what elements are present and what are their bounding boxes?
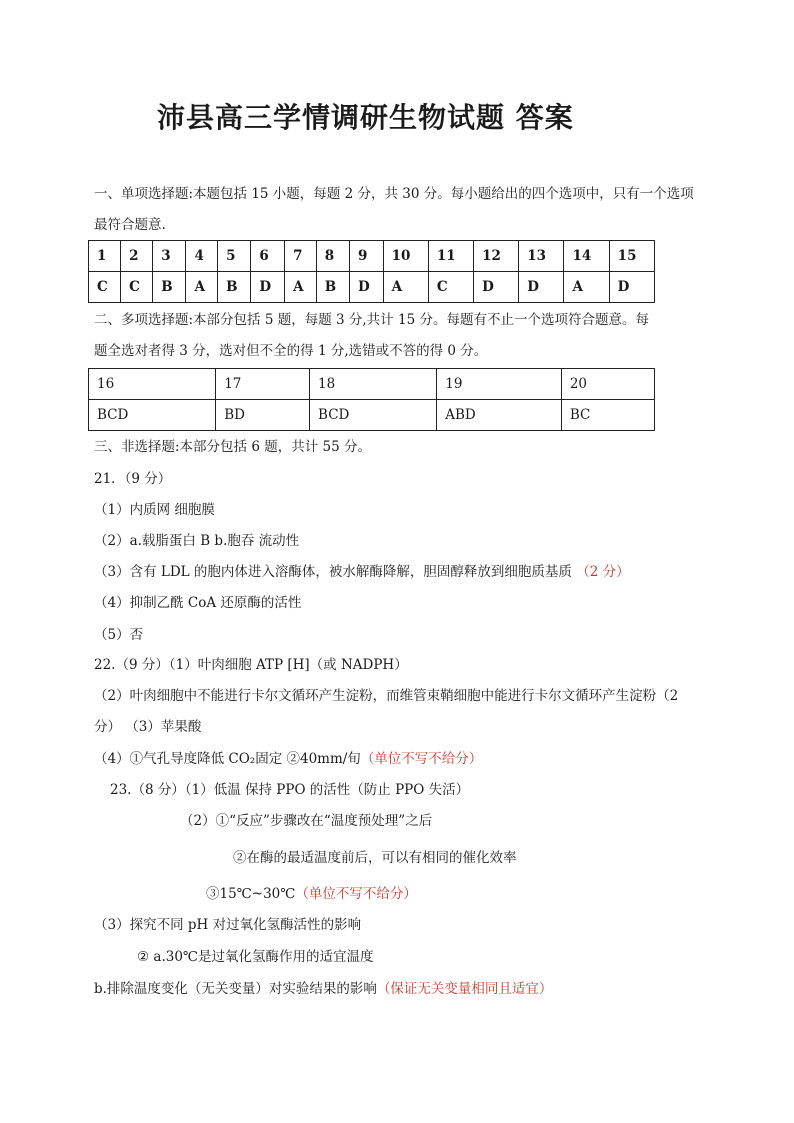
- answer-cell: C: [89, 272, 121, 303]
- question-number-row: [89, 369, 655, 400]
- q21-answer-3-text: （3）含有 LDL 的胞内体进入溶酶体，被水解酶降解，胆固醇释放到细胞质基质: [94, 564, 577, 580]
- q23-answer-3-3: [94, 980, 552, 998]
- q23-answer-3-3-text: b.排除温度变化（无关变量）对实验结果的影响: [94, 981, 377, 997]
- question-number-cell: 7: [285, 241, 317, 272]
- question-number-cell: 12: [474, 241, 519, 272]
- q23-answer-2-1: （2）①“反应”步骤改在“温度预处理”之后: [180, 813, 433, 829]
- section-2-instructions-line-1: 二、多项选择题:本部分包括 5 题，每题 3 分,共计 15 分。每题有不止一个选项符合题意。每: [94, 312, 649, 328]
- q21-answer-1: （1）内质网 细胞膜: [94, 502, 215, 518]
- answer-cell: D: [609, 272, 654, 303]
- answer-cell: D: [251, 272, 285, 303]
- section-3-instructions: 三、非选择题:本部分包括 6 题，共计 55 分。: [94, 439, 371, 455]
- question-number-cell: 17: [216, 369, 310, 400]
- section-1-instructions-line-1: 一、单项选择题:本题包括 15 小题，每题 2 分，共 30 分。每小题给出的四个选项中，只有一个选项: [94, 186, 694, 202]
- answer-cell: B: [316, 272, 349, 303]
- q22-answer-4-text: （4）①气孔导度降低 CO₂固定 ②40mm/旬: [94, 751, 361, 767]
- q23-answer-3-3-note: （保证无关变量相同且适宜）: [376, 981, 553, 997]
- answer-cell: D: [349, 272, 383, 303]
- answer-row: [89, 272, 655, 303]
- question-number-cell: 5: [218, 241, 251, 272]
- q21-answer-2: （2）a.载脂蛋白 B b.胞吞 流动性: [94, 533, 300, 549]
- q23-answer-2-3-text: ③15℃~30℃: [206, 886, 296, 902]
- q22-answer-2-line-2: 分） （3）苹果酸: [94, 719, 202, 735]
- answer-cell: A: [383, 272, 428, 303]
- answer-cell: B: [218, 272, 251, 303]
- answer-cell: A: [186, 272, 218, 303]
- q23-heading: 23.（8 分）（1）低温 保持 PPO 的活性（防止 PPO 失活）: [110, 782, 470, 798]
- question-number-cell: 11: [428, 241, 473, 272]
- q21-answer-3-points: （2 分）: [576, 564, 630, 580]
- question-number-cell: 1: [89, 241, 121, 272]
- q22-answer-4: [94, 750, 482, 768]
- question-number-cell: 16: [89, 369, 216, 400]
- answer-cell: C: [428, 272, 473, 303]
- question-number-row: [89, 241, 655, 272]
- section-1-instructions-line-2: 最符合题意.: [94, 217, 166, 233]
- q23-answer-2-3: [206, 885, 417, 903]
- answer-cell: B: [153, 272, 186, 303]
- answer-cell: BD: [216, 400, 310, 431]
- section-2-instructions-line-2: 题全选对者得 3 分，选对但不全的得 1 分,选错或不答的得 0 分。: [94, 343, 488, 359]
- q22-heading: 22.（9 分）（1）叶肉细胞 ATP [H]（或 NADPH）: [94, 657, 408, 673]
- page-title: 沛县高三学情调研生物试题 答案: [157, 101, 574, 134]
- single-choice-answer-table: [88, 240, 655, 303]
- answer-cell: A: [564, 272, 609, 303]
- answer-row: [89, 400, 655, 431]
- question-number-cell: 4: [186, 241, 218, 272]
- question-number-cell: 15: [609, 241, 654, 272]
- q23-answer-3-2: ② a.30℃是过氧化氢酶作用的适宜温度: [137, 949, 374, 965]
- question-number-cell: 13: [519, 241, 564, 272]
- question-number-cell: 10: [383, 241, 428, 272]
- question-number-cell: 8: [316, 241, 349, 272]
- question-number-cell: 18: [310, 369, 437, 400]
- answer-cell: D: [519, 272, 564, 303]
- answer-cell: BCD: [89, 400, 216, 431]
- question-number-cell: 9: [349, 241, 383, 272]
- answer-cell: BCD: [310, 400, 437, 431]
- answer-cell: A: [285, 272, 317, 303]
- q21-answer-4: （4）抑制乙酰 CoA 还原酶的活性: [94, 595, 302, 611]
- q22-answer-2-line-1: （2）叶肉细胞中不能进行卡尔文循环产生淀粉，而维管束鞘细胞中能进行卡尔文循环产生淀粉（2: [94, 688, 679, 704]
- question-number-cell: 14: [564, 241, 609, 272]
- q22-answer-4-note: （单位不写不给分）: [360, 751, 483, 767]
- multiple-choice-answer-table: [88, 368, 655, 431]
- question-number-cell: 20: [561, 369, 654, 400]
- q21-heading: 21．（9 分）: [94, 471, 172, 487]
- answer-cell: D: [474, 272, 519, 303]
- q23-answer-3: （3）探究不同 pH 对过氧化氢酶活性的影响: [94, 917, 362, 933]
- question-number-cell: 2: [121, 241, 153, 272]
- answer-cell: C: [121, 272, 153, 303]
- q23-answer-2-3-note: （单位不写不给分）: [295, 886, 417, 902]
- question-number-cell: 6: [251, 241, 285, 272]
- question-number-cell: 19: [437, 369, 562, 400]
- answer-cell: ABD: [437, 400, 562, 431]
- question-number-cell: 3: [153, 241, 186, 272]
- q21-answer-3: [94, 563, 630, 581]
- q21-answer-5: （5）否: [94, 627, 144, 643]
- answer-cell: BC: [561, 400, 654, 431]
- q23-answer-2-2: ②在酶的最适温度前后，可以有相同的催化效率: [233, 850, 517, 866]
